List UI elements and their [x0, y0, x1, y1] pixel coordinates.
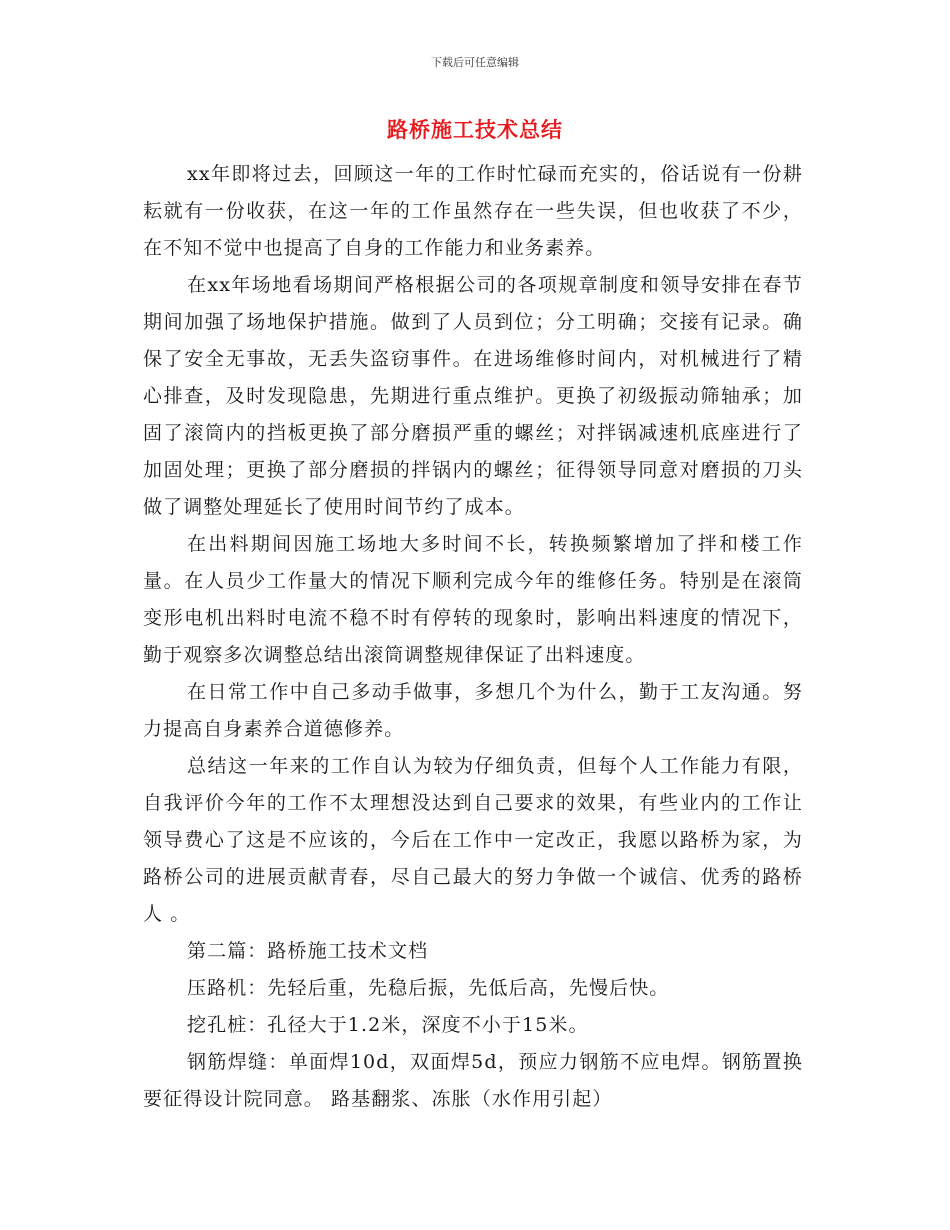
paragraph-output-period: 在出料期间因施工场地大多时间不长，转换频繁增加了拌和楼工作量。在人员少工作量大的情况下顺利完成今年的维修任务。特别是在滚筒变形电机出料时电流不稳不时有停转的现象时，影响出料速度的情况下，勤于观察多次调整总结出滚筒调整规律保证了出料速度。 [143, 533, 803, 666]
paragraph-roller: 压路机：先轻后重，先稳后振，先低后高，先慢后快。 [187, 977, 670, 999]
page-header-note: 下载后可任意编辑 [431, 56, 519, 69]
paragraph-intro: xx年即将过去，回顾这一年的工作时忙碌而充实的，俗话说有一份耕耘就有一份收获，在这一年的工作虽然存在一些失误，但也收获了不少，在不知不觉中也提高了自身的工作能力和业务素养。 [143, 163, 803, 259]
document-title: 路桥施工技术总结 [387, 118, 563, 142]
section-heading-part-two: 第二篇：路桥施工技术文档 [187, 940, 429, 962]
document-body [143, 156, 803, 1118]
paragraph-site-maintenance: 在xx年场地看场期间严格根据公司的各项规章制度和领导安排在春节期间加强了场地保护措施。做到了人员到位；分工明确；交接有记录。确保了安全无事故，无丢失盗窃事件。在进场维修时间内，对机械进行了精心排查，及时发现隐患，先期进行重点维护。更换了初级振动筛轴承；加固了滚筒内的挡板更换了部分磨损严重的螺丝；对拌锅减速机底座进行了加固处理；更换了部分磨损的拌锅内的螺丝；征得领导同意对磨损的刀头做了调整处理延长了使用时间节约了成本。 [143, 274, 803, 518]
paragraph-bored-pile: 挖孔桩：孔径大于1.2米，深度不小于15米。 [187, 1014, 589, 1036]
paragraph-daily-work: 在日常工作中自己多动手做事，多想几个为什么，勤于工友沟通。努力提高自身素养合道德修养。 [143, 681, 803, 740]
paragraph-rebar-welding: 钢筋焊缝：单面焊10d，双面焊5d，预应力钢筋不应电焊。钢筋置换要征得设计院同意。 路基翻浆、冻胀（水作用引起） [143, 1051, 803, 1110]
paragraph-summary: 总结这一年来的工作自认为较为仔细负责，但每个人工作能力有限，自我评价今年的工作不太理想没达到自己要求的效果，有些业内的工作让领导费心了这是不应该的，今后在工作中一定改正，我愿以路桥为家，为路桥公司的进展贡献青春，尽自己最大的努力争做一个诚信、优秀的路桥人 。 [143, 755, 803, 925]
